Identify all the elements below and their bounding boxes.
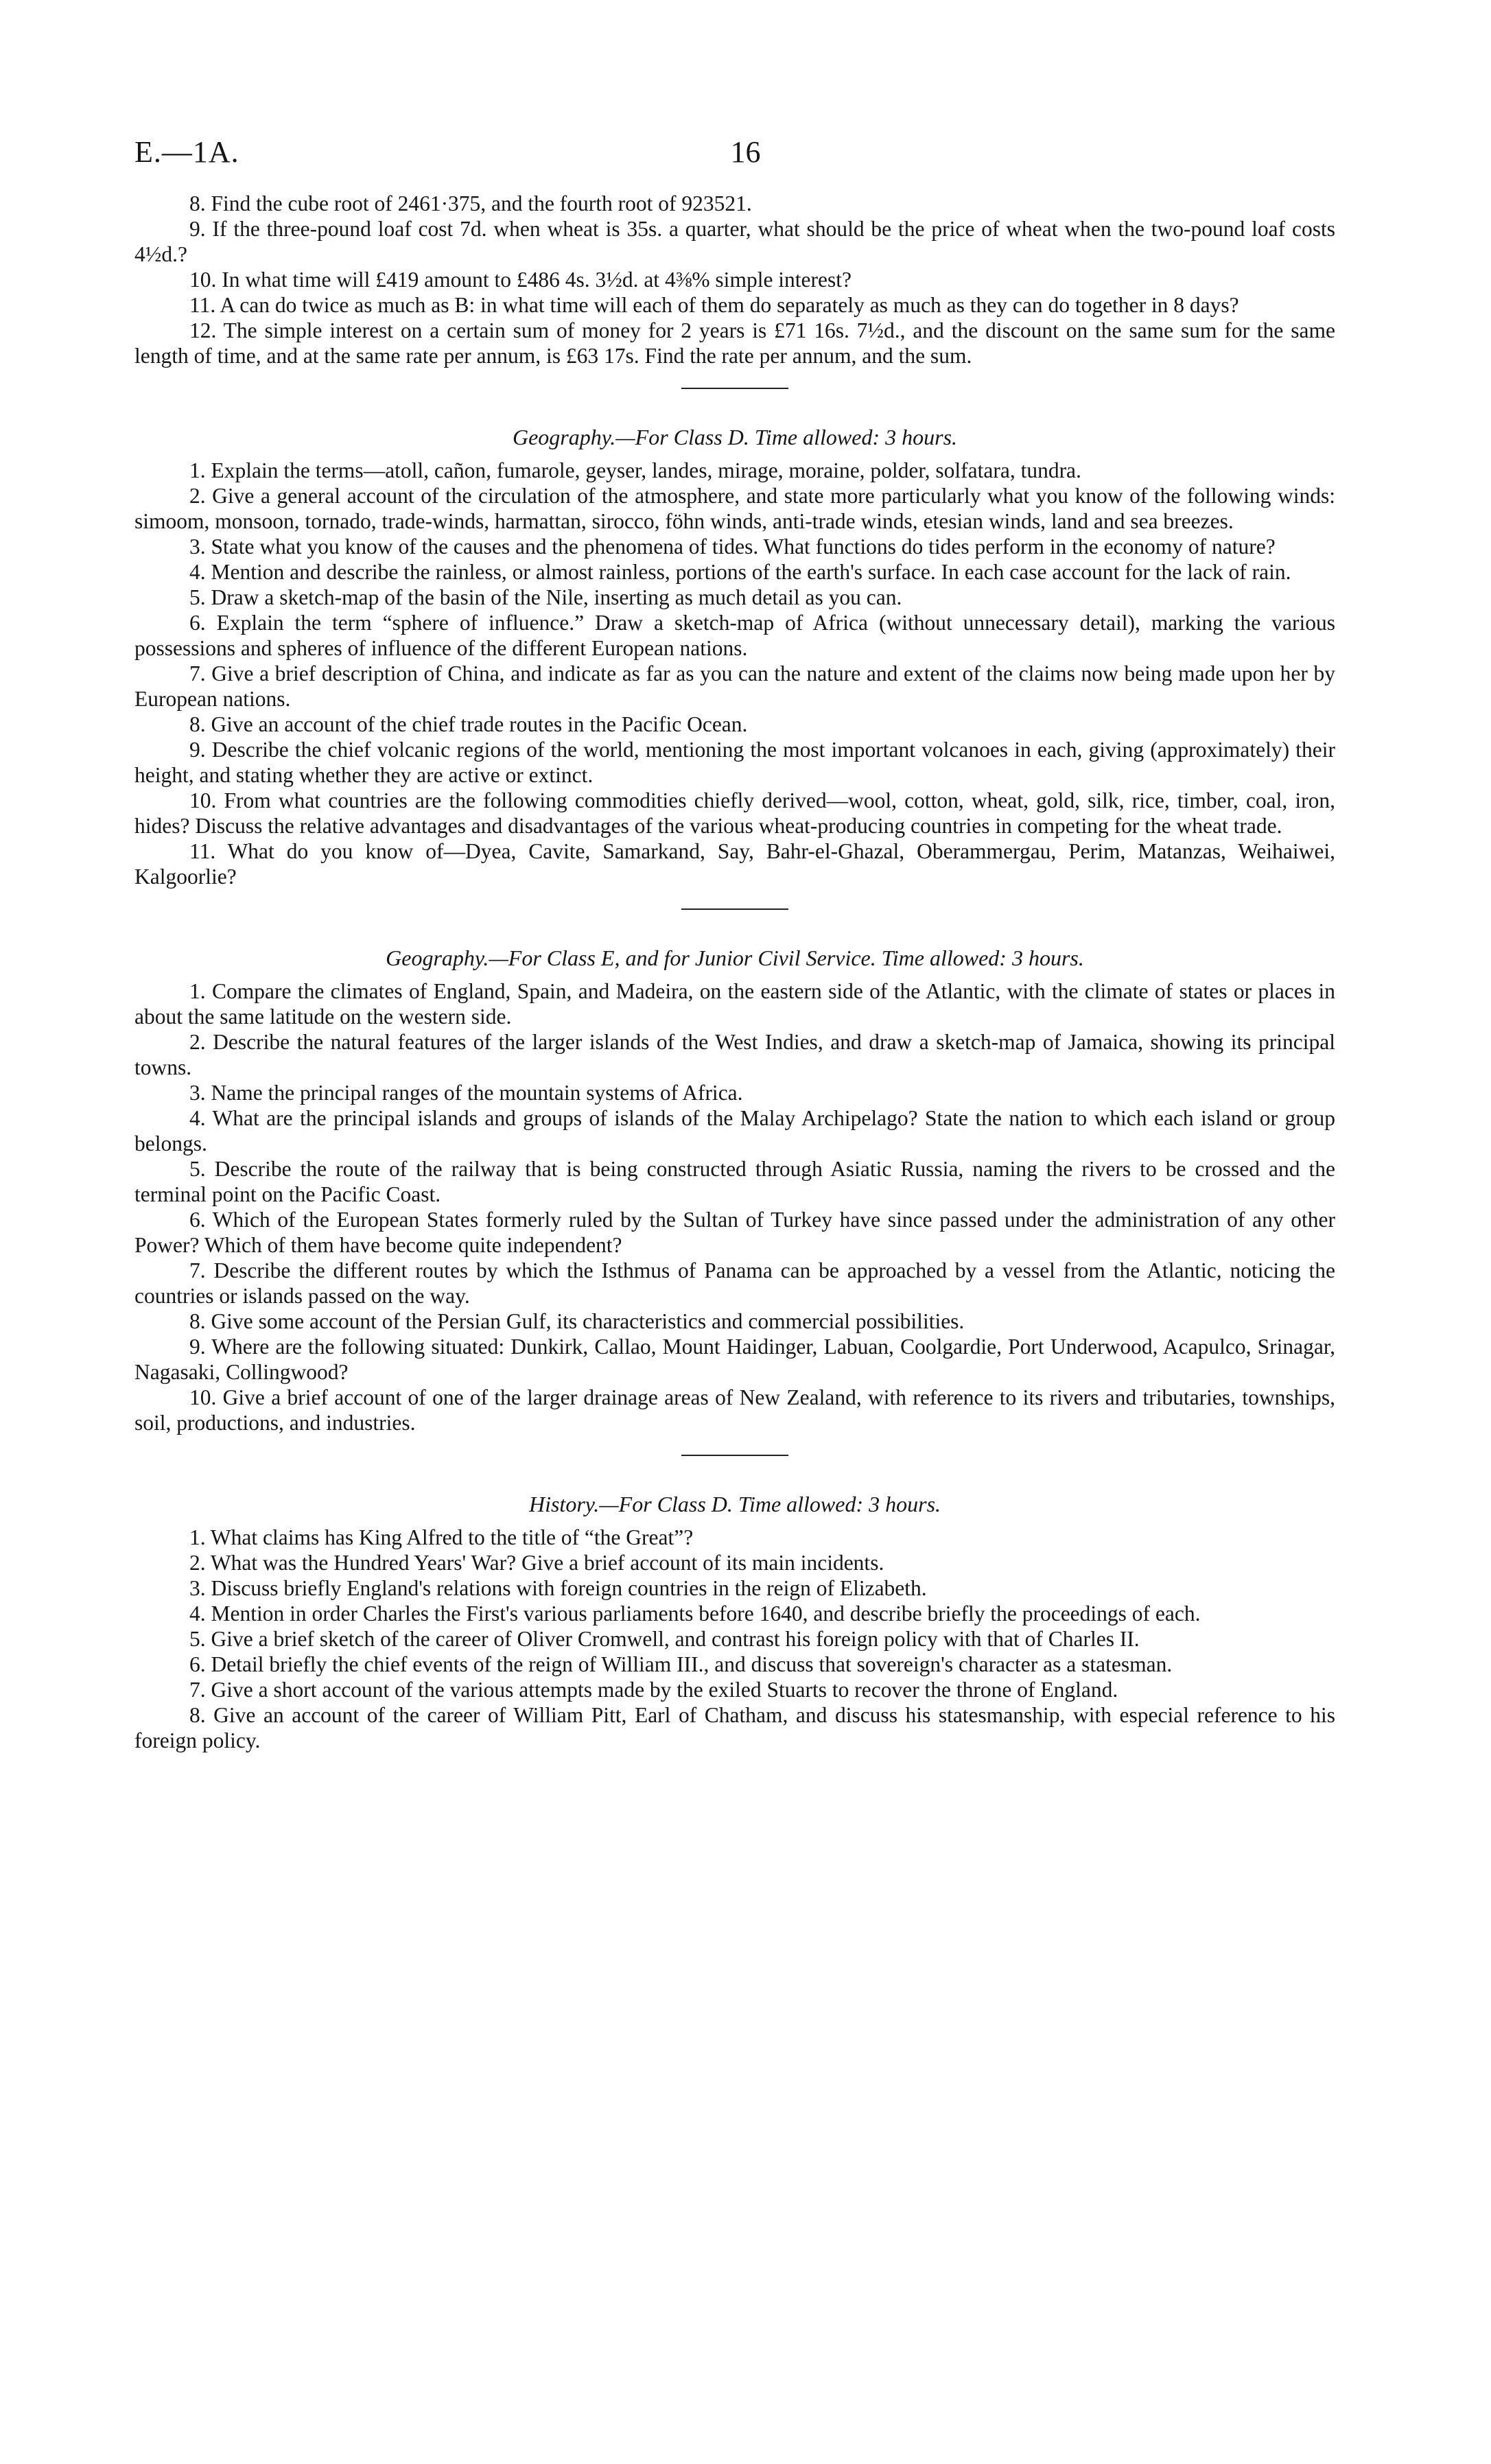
question-item: 6. Detail briefly the chief events of the reign of William III., and discuss that sovereign's character as a statesman. bbox=[189, 1652, 1173, 1676]
page-reference: E.—1A. bbox=[134, 135, 239, 169]
question-item: 2. What was the Hundred Years' War? Give a brief account of its main incidents. bbox=[189, 1551, 884, 1575]
section-divider bbox=[681, 388, 788, 389]
question-item: 7. Give a short account of the various attempts made by the exiled Stuarts to recover the throne of England. bbox=[189, 1678, 1118, 1702]
question-item: 9. Describe the chief volcanic regions of the world, mentioning the most important volcanoes in each, giving (approximately) their height, and stating whether they are active or extinct. bbox=[134, 738, 1335, 787]
history-class-d-section bbox=[134, 1490, 1335, 1753]
question-item: 10. In what time will £419 amount to £486 4s. 3½d. at 4⅜% simple interest? bbox=[189, 268, 852, 292]
question-item: 8. Give an account of the chief trade routes in the Pacific Ocean. bbox=[189, 712, 748, 736]
question-item: 11. A can do twice as much as B: in what time will each of them do separately as much as they can do together in 8 days? bbox=[189, 293, 1239, 317]
page-content bbox=[134, 191, 1335, 1753]
question-item: 2. Describe the natural features of the larger islands of the West Indies, and draw a sketch-map of Jamaica, showing its principal towns. bbox=[134, 1030, 1335, 1079]
question-item: 2. Give a general account of the circulation of the atmosphere, and state more particularly what you know of the following winds: simoom, monsoon, tornado, trade-winds, harmattan, sirocco, föhn winds, anti-trade winds, etesian winds, land and sea breezes. bbox=[134, 484, 1335, 533]
question-item: 4. What are the principal islands and groups of islands of the Malay Archipelago? State the nation to which each island or group belongs. bbox=[134, 1106, 1335, 1155]
geography-class-d-section bbox=[134, 423, 1335, 889]
question-item: 10. Give a brief account of one of the larger drainage areas of New Zealand, with reference to its rivers and tributaries, townships, soil, productions, and industries. bbox=[134, 1385, 1335, 1435]
question-item: 6. Explain the term “sphere of influence.” Draw a sketch-map of Africa (without unnecessary detail), marking the various possessions and spheres of influence of the different European nations. bbox=[134, 611, 1335, 660]
question-item: 7. Give a brief description of China, and indicate as far as you can the nature and extent of the claims now being made upon her by European nations. bbox=[134, 661, 1335, 711]
question-item: 9. If the three-pound loaf cost 7d. when wheat is 35s. a quarter, what should be the price of wheat when the two-pound loaf costs 4½d.? bbox=[134, 217, 1335, 266]
section-title: Geography.—For Class E, and for Junior Civil Service. Time allowed: 3 hours. bbox=[386, 946, 1084, 970]
geography-class-e-section bbox=[134, 944, 1335, 1435]
question-item: 1. Compare the climates of England, Spain, and Madeira, on the eastern side of the Atlantic, with the climate of states or places in about the same latitude on the western side. bbox=[134, 979, 1335, 1029]
question-item: 5. Describe the route of the railway that is being constructed through Asiatic Russia, naming the rivers to be crossed and the terminal point on the Pacific Coast. bbox=[134, 1157, 1335, 1206]
question-item: 7. Describe the different routes by which the Isthmus of Panama can be approached by a vessel from the Atlantic, noticing the countries or islands passed on the way. bbox=[134, 1258, 1335, 1308]
section-divider bbox=[681, 908, 788, 910]
question-item: 1. What claims has King Alfred to the title of “the Great”? bbox=[189, 1525, 694, 1549]
question-item: 12. The simple interest on a certain sum of money for 2 years is £71 16s. 7½d., and the discount on the same sum for the same length of time, and at the same rate per annum, is £63 17s. Find the rate per annum, and the sum. bbox=[134, 318, 1335, 368]
arithmetic-questions-continued bbox=[134, 191, 1335, 368]
question-item: 8. Give an account of the career of William Pitt, Earl of Chatham, and discuss his statesmanship, with especial reference to his foreign policy. bbox=[134, 1703, 1335, 1752]
question-item: 3. State what you know of the causes and the phenomena of tides. What functions do tides perform in the economy of nature? bbox=[189, 535, 1276, 559]
section-divider bbox=[681, 1455, 788, 1456]
question-item: 5. Draw a sketch-map of the basin of the Nile, inserting as much detail as you can. bbox=[189, 585, 902, 609]
question-item: 8. Give some account of the Persian Gulf, its characteristics and commercial possibilities. bbox=[189, 1309, 965, 1333]
question-item: 9. Where are the following situated: Dunkirk, Callao, Mount Haidinger, Labuan, Coolgardie, Port Underwood, Acapulco, Srinagar, Nagasaki, Collingwood? bbox=[134, 1335, 1335, 1384]
question-item: 1. Explain the terms—atoll, cañon, fumarole, geyser, landes, mirage, moraine, polder, solfatara, tundra. bbox=[189, 458, 1081, 482]
page-header bbox=[134, 134, 1357, 176]
question-item: 6. Which of the European States formerly ruled by the Sultan of Turkey have since passed under the administration of any other Power? Which of them have become quite independent? bbox=[134, 1208, 1335, 1257]
question-item: 8. Find the cube root of 2461·375, and the fourth root of 923521. bbox=[189, 191, 752, 215]
section-title: History.—For Class D. Time allowed: 3 hours. bbox=[528, 1492, 941, 1516]
question-item: 4. Mention in order Charles the First's various parliaments before 1640, and describe briefly the proceedings of each. bbox=[189, 1601, 1201, 1626]
question-item: 10. From what countries are the following commodities chiefly derived—wool, cotton, wheat, gold, silk, rice, timber, coal, iron, hides? Discuss the relative advantages and disadvantages of the various wheat-producing countries in competing for the wheat trade. bbox=[134, 788, 1335, 838]
section-title: Geography.—For Class D. Time allowed: 3 hours. bbox=[512, 425, 958, 449]
question-item: 4. Mention and describe the rainless, or almost rainless, portions of the earth's surface. In each case account for the lack of rain. bbox=[189, 560, 1291, 584]
question-item: 11. What do you know of—Dyea, Cavite, Samarkand, Say, Bahr-el-Ghazal, Oberammergau, Perim, Matanzas, Weihaiwei, Kalgoorlie? bbox=[134, 839, 1335, 889]
question-item: 5. Give a brief sketch of the career of Oliver Cromwell, and contrast his foreign policy with that of Charles II. bbox=[189, 1627, 1140, 1651]
page-number: 16 bbox=[730, 135, 761, 169]
question-item: 3. Discuss briefly England's relations with foreign countries in the reign of Elizabeth. bbox=[189, 1576, 927, 1600]
question-item: 3. Name the principal ranges of the mountain systems of Africa. bbox=[189, 1081, 743, 1105]
